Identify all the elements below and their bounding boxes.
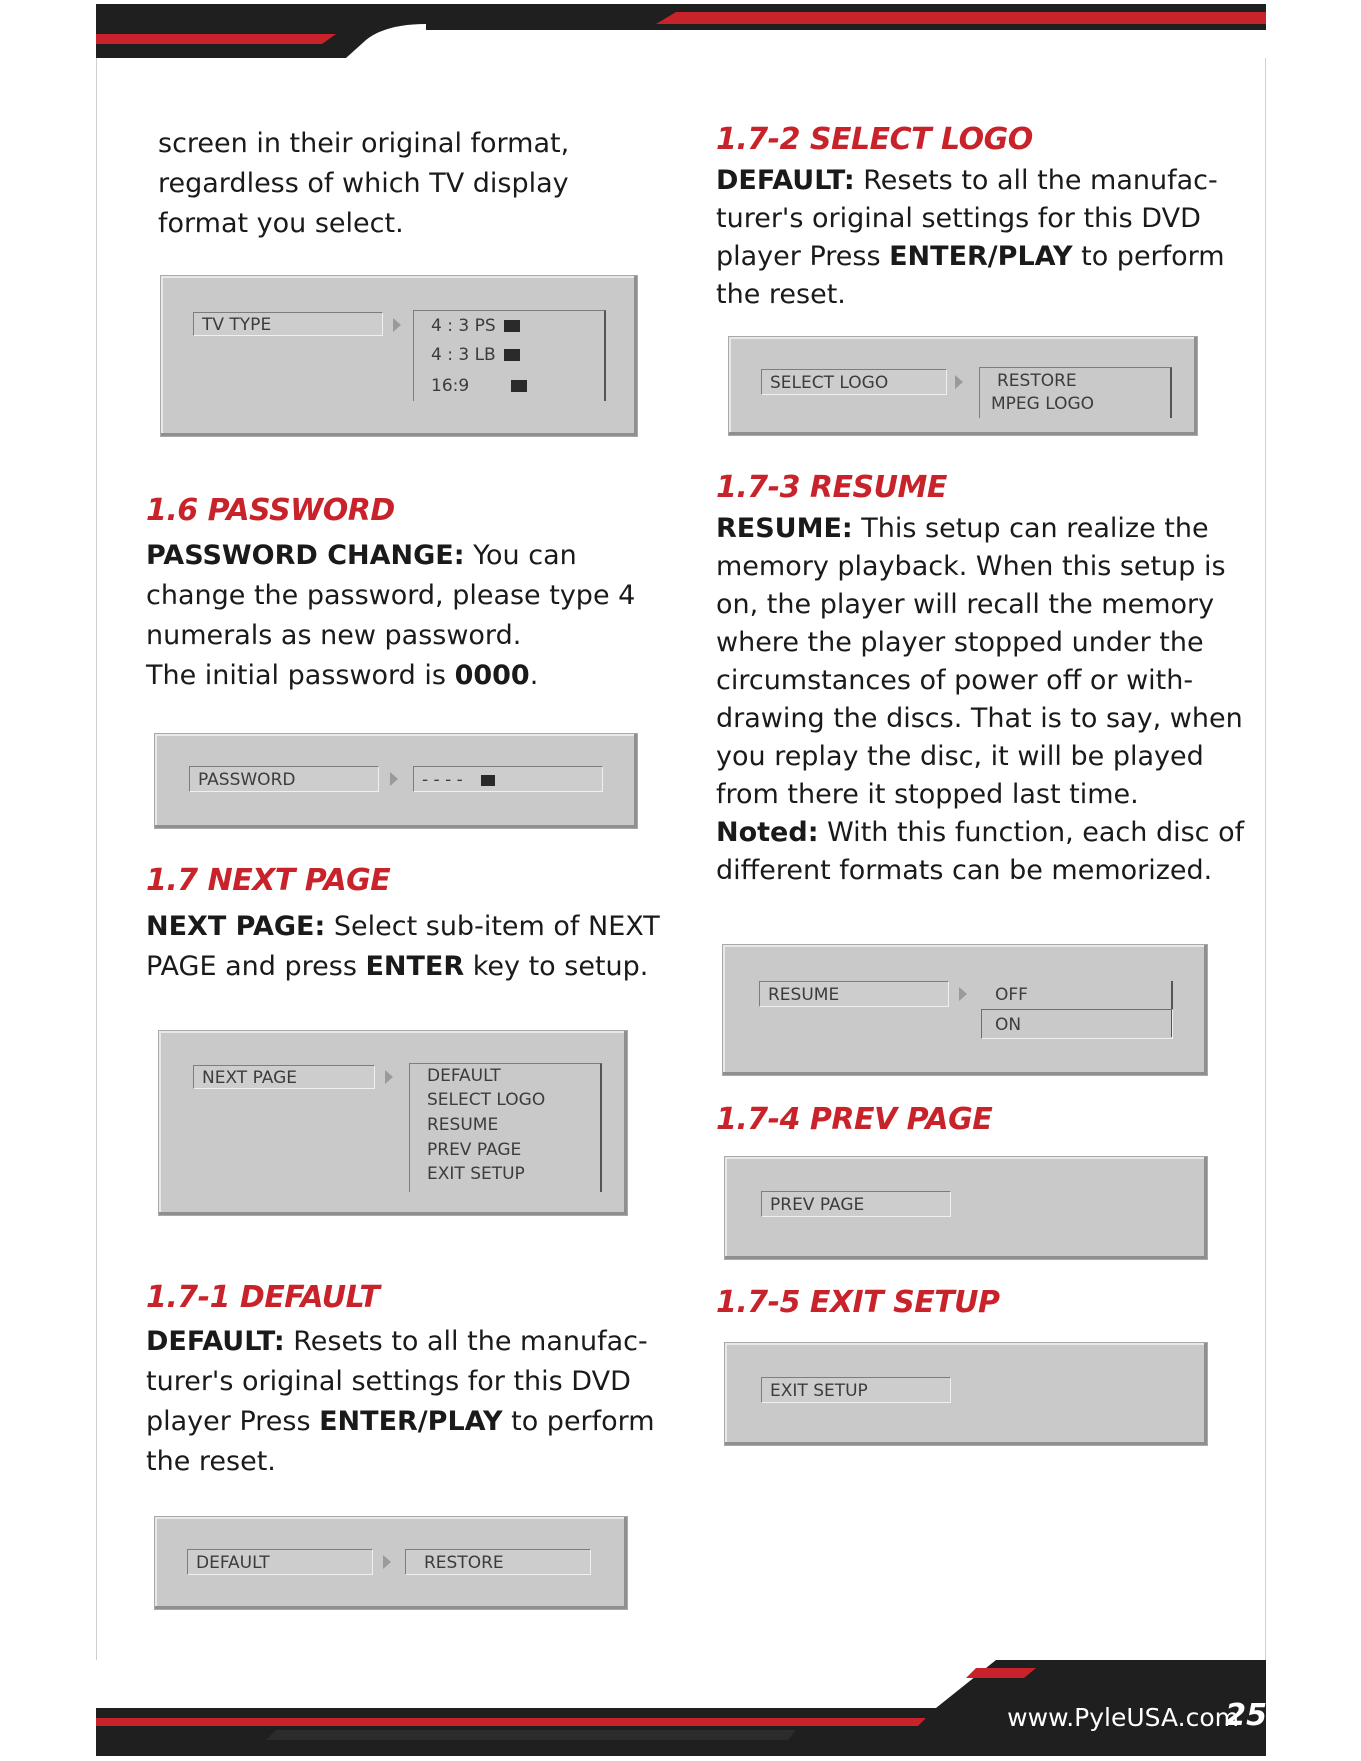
select-logo-screen — [728, 336, 1198, 436]
password-label: PASSWORD — [189, 766, 379, 792]
screen-icon — [504, 349, 520, 361]
option-restore[interactable]: RESTORE — [997, 371, 1077, 391]
page-number: 25 — [1225, 1698, 1267, 1733]
heading-resume: 1.7-3 RESUME — [716, 470, 947, 505]
select-logo-paragraph: DEFAULT: Resets to all the manufac-turer's original settings for this DVD player Press ENTER/PLAY to perform the reset. — [716, 165, 1225, 310]
top-banner — [96, 4, 1266, 58]
resume-label: RESUME — [759, 981, 949, 1007]
next-page-paragraph: NEXT PAGE: Select sub-item of NEXT PAGE and press ENTER key to setup. — [146, 911, 660, 982]
heading-default: 1.7-1 DEFAULT — [146, 1280, 380, 1315]
next-page-screen — [158, 1030, 628, 1216]
heading-exit-setup: 1.7-5 EXIT SETUP — [716, 1285, 1000, 1320]
tv-type-screen — [160, 275, 638, 437]
default-label: DEFAULT — [187, 1549, 373, 1575]
option-exit-setup[interactable]: EXIT SETUP — [427, 1164, 525, 1184]
restore-option[interactable]: RESTORE — [405, 1549, 591, 1575]
screen-icon — [504, 320, 520, 332]
next-page-label: NEXT PAGE — [193, 1065, 375, 1089]
heading-password: 1.6 PASSWORD — [146, 493, 395, 528]
option-resume[interactable]: RESUME — [427, 1115, 499, 1135]
prev-page-screen — [724, 1156, 1208, 1260]
option-mpeg-logo[interactable]: MPEG LOGO — [991, 394, 1095, 414]
exit-setup-screen — [724, 1342, 1208, 1446]
select-logo-label: SELECT LOGO — [761, 369, 947, 395]
arrow-icon — [385, 1070, 393, 1084]
screen-icon — [511, 380, 527, 392]
heading-next-page: 1.7 NEXT PAGE — [146, 863, 391, 898]
option-16-9[interactable]: 16:9 — [431, 376, 527, 396]
arrow-icon — [955, 375, 963, 389]
option-default[interactable]: DEFAULT — [427, 1066, 501, 1086]
password-paragraph: PASSWORD CHANGE: You can change the password, please type 4 numerals as new password. The initial password is 0000. — [146, 540, 636, 691]
heading-prev-page: 1.7-4 PREV PAGE — [716, 1102, 993, 1137]
password-input[interactable]: - - - - — [413, 766, 603, 792]
prev-page-label[interactable]: PREV PAGE — [761, 1191, 951, 1217]
option-4-3-ps[interactable]: 4 : 3 PS — [431, 316, 520, 336]
password-screen — [154, 733, 638, 829]
option-on[interactable]: ON — [995, 1015, 1022, 1035]
tv-type-label: TV TYPE — [193, 312, 383, 336]
resume-screen — [722, 944, 1208, 1076]
lock-icon — [481, 775, 495, 786]
default-screen — [154, 1516, 628, 1610]
arrow-icon — [390, 772, 398, 786]
default-paragraph: DEFAULT: Resets to all the manufac-turer's original settings for this DVD player Press ENTER/PLAY to perform the reset. — [146, 1326, 655, 1477]
option-select-logo[interactable]: SELECT LOGO — [427, 1090, 546, 1110]
option-prev-page[interactable]: PREV PAGE — [427, 1140, 522, 1160]
arrow-icon — [393, 318, 401, 332]
footer-url[interactable]: www.PyleUSA.com — [1007, 1703, 1239, 1732]
intro-text: screen in their original format, regardless of which TV display format you select. — [158, 128, 570, 239]
resume-paragraph: RESUME: This setup can realize the memory playback. When this setup is on, the player will recall the memory where the player stopped under the circumstances of power off or with-drawing the discs. That is to say, when you replay the disc, it will be played from there it stopped last time. Noted: With this function, each disc of different formats can be memorized. — [716, 513, 1245, 886]
option-4-3-lb[interactable]: 4 : 3 LB — [431, 345, 520, 365]
arrow-icon — [383, 1555, 391, 1569]
heading-select-logo: 1.7-2 SELECT LOGO — [716, 122, 1033, 157]
option-off[interactable]: OFF — [995, 985, 1028, 1005]
arrow-icon — [959, 987, 967, 1001]
exit-setup-label[interactable]: EXIT SETUP — [761, 1377, 951, 1403]
